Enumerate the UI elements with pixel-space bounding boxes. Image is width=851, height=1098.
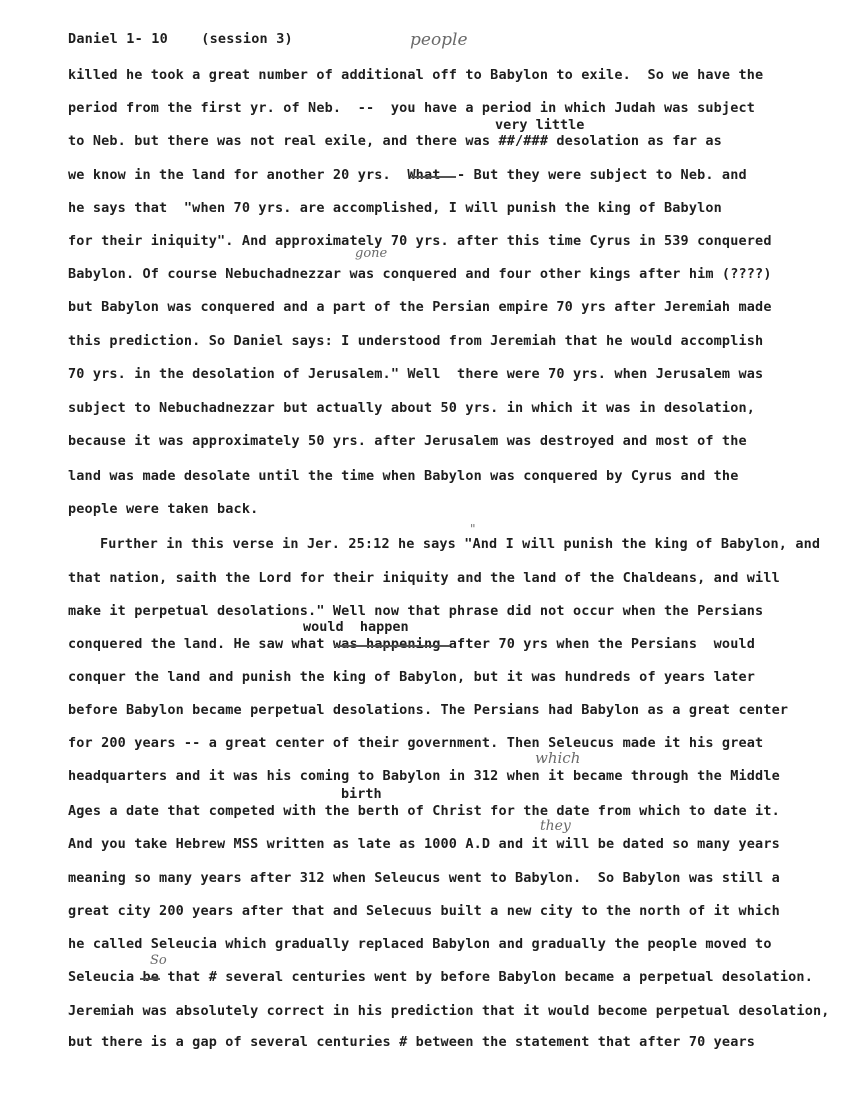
text-line: period from the first yr. of Neb. -- you have a period in which Judah was subject [68,100,756,116]
strikethrough-be [140,978,160,980]
text-line: killed he took a great number of additional off to Babylon to exile. So we have the [68,67,764,83]
text-line: Seleucia be that # several centuries went by before Babylon became a perpetual desolation. [68,969,813,985]
typed-insert-birth: birth [341,786,382,802]
text-line: make it perpetual desolations." Well now that phrase did not occur when the Persians [68,603,764,619]
text-line: because it was approximately 50 yrs. after Jerusalem was destroyed and most of the [68,433,747,449]
text-line: Ages a date that competed with the berth of Christ for the date from which to date it. [68,803,780,819]
text-line: we know in the land for another 20 yrs. What - But they were subject to Neb. and [68,167,747,183]
text-line: but there is a gap of several centuries # between the statement that after 70 years [68,1034,756,1050]
handwritten-they: they [540,818,571,834]
text-line: he called Seleucia which gradually replaced Babylon and gradually the people moved to [68,936,772,952]
text-line: subject to Nebuchadnezzar but actually about 50 yrs. in which it was in desolation, [68,400,756,416]
text-line: he says that "when 70 yrs. are accomplished, I will punish the king of Babylon [68,200,722,216]
typed-insert-would-happen: would happen [303,619,409,635]
text-line: meaning so many years after 312 when Seleucus went to Babylon. So Babylon was still a [68,870,780,886]
text-line: people were taken back. [68,501,259,517]
text-line: this prediction. So Daniel says: I understood from Jeremiah that he would accomplish [68,333,764,349]
text-line: but Babylon was conquered and a part of the Persian empire 70 yrs after Jeremiah made [68,299,772,315]
text-line: that nation, saith the Lord for their iniquity and the land of the Chaldeans, and will [68,570,780,586]
page-header: Daniel 1- 10 (session 3) [68,31,293,47]
text-line: for their iniquity". And approximately 70 yrs. after this time Cyrus in 539 conquered [68,233,772,249]
text-line: Babylon. Of course Nebuchadnezzar was conquered and four other kings after him (????) [68,266,772,282]
text-line: for 200 years -- a great center of their government. Then Seleucus made it his great [68,735,764,751]
handwritten-gone: gone [355,246,388,261]
strikethrough-what [411,176,456,178]
text-line: headquarters and it was his coming to Babylon in 312 when it became through the Middle [68,768,780,784]
handwritten-people: people [410,30,468,50]
text-line: before Babylon became perpetual desolations. The Persians had Babylon as a great center [68,702,789,718]
text-line: conquer the land and punish the king of Babylon, but it was hundreds of years later [68,669,756,685]
text-line: great city 200 years after that and Selecuus built a new city to the north of it which [68,903,780,919]
strikethrough-was-happening [334,645,450,647]
text-line: And you take Hebrew MSS written as late as 1000 A.D and it will be dated so many years [68,836,780,852]
text-line: land was made desolate until the time when Babylon was conquered by Cyrus and the [68,468,739,484]
handwritten-which: which [535,749,581,767]
handwritten-quote: " [470,522,476,536]
text-line: to Neb. but there was not real exile, and there was ##/### desolation as far as [68,133,722,149]
typed-insert-very-little: very little [495,117,585,133]
text-line: conquered the land. He saw what was happening after 70 yrs when the Persians would [68,636,756,652]
text-line: 70 yrs. in the desolation of Jerusalem." Well there were 70 yrs. when Jerusalem was [68,366,764,382]
handwritten-so: So [150,953,167,968]
text-line: Further in this verse in Jer. 25:12 he says "And I will punish the king of Babylon, and [100,536,821,552]
text-line: Jeremiah was absolutely correct in his prediction that it would become perpetual desolation, [68,1003,830,1019]
